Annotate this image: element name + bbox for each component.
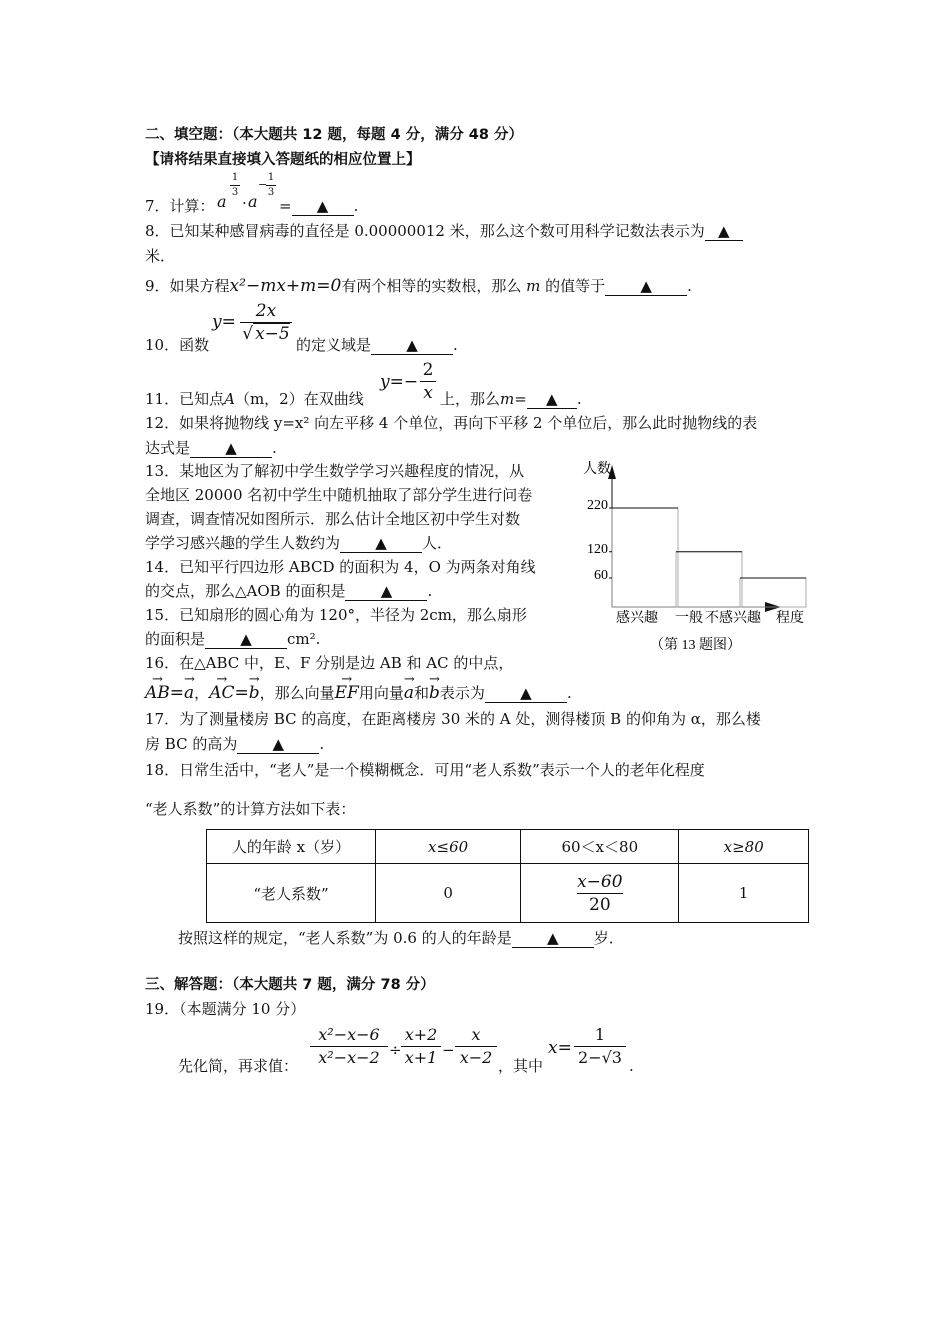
q11-bar — [420, 381, 436, 382]
q9-post: 的值等于 — [545, 277, 606, 295]
q11-A: A — [224, 390, 235, 408]
answer-blank — [605, 277, 687, 296]
q7-exp2-num: 1 — [267, 172, 275, 183]
q7-base1: a — [217, 192, 227, 211]
chart-bar — [740, 578, 806, 607]
q11-den: x — [423, 383, 433, 403]
q16-line1: 16．在△ABC 中，E、F 分别是边 AB 和 AC 的中点， — [145, 654, 514, 672]
table-cell: 0 — [375, 864, 520, 923]
section-title: 三、解答题：（本大题共 7 题，满分 78 分） — [145, 977, 435, 993]
answer-marker: ▲ — [380, 582, 393, 600]
chart-category-label: 感兴趣 — [616, 611, 658, 626]
answer-marker: ▲ — [717, 222, 730, 240]
question-8 — [145, 221, 743, 241]
q7-exp2-sign: − — [258, 178, 268, 191]
q19-fraction-1 — [310, 1025, 388, 1068]
chart-category-label: 不感兴趣 — [705, 611, 761, 626]
q19-f2-bar — [401, 1046, 441, 1047]
section-title: 二、填空题：（本大题共 12 题，每题 4 分，满分 48 分） — [145, 127, 523, 143]
q10-fraction — [240, 301, 292, 344]
answer-marker: ▲ — [546, 390, 558, 408]
q19-prefix: 先化简，再求值： — [178, 1057, 299, 1075]
q19-f1-num: x²−x−6 — [318, 1025, 380, 1044]
table-row — [207, 864, 809, 923]
q19-fraction-2 — [401, 1025, 441, 1068]
vector-b: → b — [249, 683, 260, 703]
q14-line2-text: 的交点，那么△AOB 的面积是 — [145, 582, 346, 600]
section-note: 【请将结果直接填入答题纸的相应位置上】 — [145, 152, 421, 168]
q19-xeq: x= — [548, 1038, 572, 1058]
q7-exp1 — [230, 172, 240, 199]
q13-line4-text: 学学习感兴趣的学生人数约为 — [145, 534, 341, 552]
q15-line2-text: 的面积是 — [145, 630, 206, 648]
q13-line1: 13．某地区为了解初中学生数学学习兴趣程度的情况，从 — [145, 462, 525, 480]
q19-f1-den: x²−x−2 — [318, 1048, 380, 1067]
answer-blank — [205, 630, 287, 649]
q12-line2: 达式是 ▲ . — [145, 439, 277, 457]
q13-chart — [575, 455, 815, 660]
q10-num: 2x — [255, 301, 277, 321]
chart-bar — [612, 508, 678, 607]
answer-marker: ▲ — [406, 336, 418, 354]
q8-line2: 米． — [145, 247, 176, 265]
q19-f2-den: x+1 — [404, 1048, 438, 1067]
answer-marker: ▲ — [640, 277, 652, 295]
table-header: x≥80 — [679, 830, 809, 864]
q18-frac-bar — [577, 893, 622, 894]
q16-eq2: = — [234, 683, 249, 703]
q19-mid: ，其中 — [498, 1057, 544, 1075]
q11-y: y=− — [380, 372, 419, 392]
q19-f4-den: 2−√3 — [578, 1048, 622, 1067]
q11-prefix: 11．已知点 — [145, 390, 225, 408]
q13-line4 — [145, 533, 452, 553]
vector-a: → a — [404, 683, 414, 703]
answer-marker: ▲ — [240, 630, 252, 648]
q17-line2-text: 房 BC 的高为 — [145, 735, 238, 753]
q7-exp2 — [266, 172, 276, 199]
q19-f2-num: x+2 — [404, 1025, 438, 1044]
q19-fraction-3 — [455, 1025, 497, 1068]
chart-y-tick-label: 220 — [587, 498, 608, 513]
q8-line1: 8．已知某种感冒病毒的直径是 0.00000012 米，那么这个数可用科学记数法表示为 — [145, 222, 705, 240]
q12-line1: 12．如果将抛物线 y=x² 向左平移 4 个单位，再向下平移 2 个单位后，那么此时抛物线的表 — [145, 414, 758, 432]
answer-blank — [190, 439, 272, 458]
chart-xlabel: 程度 — [776, 611, 804, 626]
answer-blank — [292, 197, 354, 216]
q10-den-text: x−5 — [255, 324, 290, 344]
vector-AC: → AC — [209, 683, 234, 703]
table-header: x≤60 — [375, 830, 520, 864]
q10-prefix: 10．函数 — [145, 336, 210, 354]
answer-marker: ▲ — [225, 439, 237, 457]
q19-end: . — [629, 1057, 634, 1075]
q9-m: m — [526, 277, 541, 295]
q19-f4-num: 1 — [594, 1025, 606, 1044]
answer-marker: ▲ — [272, 735, 285, 753]
q7-exp2-den: 3 — [267, 187, 275, 198]
q17-line1: 17．为了测量楼房 BC 的高度，在距离楼房 30 米的 A 处，测得楼顶 B 的仰角为 α，那么楼 — [145, 710, 761, 728]
table-cell: 1 — [679, 864, 809, 923]
q18-frac-num: x−60 — [577, 871, 623, 892]
age-coefficient-table — [206, 829, 809, 923]
table-header: 人的年龄 x（岁） — [207, 830, 376, 864]
q19-head: 19．（本题满分 10 分） — [145, 1000, 306, 1018]
q7-base2: a — [248, 192, 258, 211]
q7-dot: · — [242, 194, 247, 212]
chart-y-tick-label: 60 — [594, 568, 608, 583]
q16-line2: → AB=→ a，→ AC=→ b，那么向量→ EF用向量→ a和→ b表示为 ▲ . — [145, 683, 572, 703]
q18-line2: “老人系数”的计算方法如下表： — [145, 800, 356, 818]
q7-exp2-bar — [266, 185, 276, 186]
q11-coord: （m，2）在双曲线 — [234, 390, 364, 408]
chart-bar — [676, 552, 742, 607]
answer-blank — [345, 582, 427, 601]
q18-fraction — [577, 872, 622, 915]
q9-equation: x²−mx+m=0 — [229, 276, 342, 296]
vector-EF: → EF — [335, 683, 359, 703]
q12-line2-text: 达式是 — [145, 439, 191, 457]
q19-f3-bar — [455, 1046, 497, 1047]
answer-marker: ▲ — [316, 197, 329, 215]
q7-exp1-num: 1 — [231, 172, 239, 183]
q19-divide: ÷ — [389, 1041, 402, 1059]
q19-fraction-4 — [574, 1025, 626, 1068]
chart-caption: （第 13 题图） — [650, 638, 741, 653]
table-row — [207, 830, 809, 864]
chart-ylabel: 人数 — [583, 462, 611, 477]
chart-y-tick-label: 120 — [587, 541, 608, 557]
q11-num: 2 — [422, 360, 434, 380]
answer-blank — [527, 390, 577, 409]
question-11 — [145, 389, 364, 409]
q19-f3-num: x — [471, 1025, 481, 1044]
q13-line4-post: 人． — [422, 534, 453, 552]
chart-category-label: 一般 — [675, 611, 703, 626]
vector-AB: → AB — [145, 683, 170, 703]
q11-fraction — [420, 360, 436, 403]
q19-f3-den: x−2 — [459, 1048, 493, 1067]
q10-y: y= — [212, 312, 236, 332]
q10-den: √ x−5 — [242, 324, 290, 344]
q7-equals: = — [279, 197, 292, 215]
answer-blank — [371, 336, 453, 355]
q7-expression — [217, 192, 227, 212]
answer-marker: ▲ — [520, 684, 532, 702]
q15-line1: 15．已知扇形的圆心角为 120°，半径为 2cm，那么扇形 — [145, 606, 527, 624]
answer-blank — [512, 929, 594, 948]
q7-answer: = ▲ . — [279, 197, 359, 215]
q19-f1-bar — [310, 1046, 388, 1047]
table-cell — [521, 864, 679, 923]
q11-m: m= — [500, 390, 527, 408]
q16-mid2: 用向量 — [358, 684, 404, 702]
answer-blank — [485, 684, 567, 703]
q18-line1: 18．日常生活中，“老人”是一个模糊概念．可用“老人系数”表示一个人的老年化程度 — [145, 761, 705, 779]
q13-line3: 调查，调查情况如图所示．那么估计全地区初中学生对数 — [145, 510, 521, 528]
answer-marker: ▲ — [546, 929, 559, 947]
answer-blank — [705, 222, 743, 241]
q15-line2 — [145, 629, 320, 649]
answer-blank — [237, 735, 319, 754]
q7-exp1-bar — [230, 185, 240, 186]
q15-unit: cm². — [287, 630, 321, 648]
q7-exp1-den: 3 — [231, 187, 239, 198]
answer-marker: ▲ — [375, 534, 387, 552]
q18-frac-den: 20 — [589, 894, 611, 915]
vector-a: → a — [184, 683, 194, 703]
q19-f4-bar — [574, 1046, 626, 1047]
q11-post: 上，那么m= ▲ . — [440, 390, 582, 408]
q18-line3 — [178, 928, 624, 948]
answer-blank — [340, 534, 422, 553]
q10-post-text: 的定义域是 — [296, 336, 372, 354]
vector-b: → b — [429, 683, 440, 703]
q11-post-text: 上，那么 — [440, 390, 501, 408]
q7-prefix: 7．计算： — [145, 197, 215, 215]
q14-line1: 14．已知平行四边形 ABCD 的面积为 4，O 为两条对角线 — [145, 558, 536, 576]
q16-eq1: = — [169, 683, 185, 703]
table-cell: “老人系数” — [207, 864, 376, 923]
q16-and: 和 — [414, 684, 430, 702]
question-7 — [145, 196, 215, 216]
q9-prefix: 9．如果方程 — [145, 277, 230, 295]
q16-mid3: 表示为 — [439, 684, 485, 702]
table-header: 60＜x＜80 — [521, 830, 679, 864]
q19-minus: − — [442, 1041, 455, 1059]
q18-line3-pre: 按照这样的规定，“老人系数”为 0.6 的人的年龄是 — [178, 929, 512, 947]
q14-line2: 的交点，那么△AOB 的面积是 ▲ . — [145, 582, 433, 600]
q10-post: 的定义域是 ▲ . — [296, 336, 458, 354]
q18-line3-post: 岁． — [593, 929, 624, 947]
q13-line2: 全地区 20000 名初中学生中随机抽取了部分学生进行问卷 — [145, 486, 533, 504]
q16-mid1: ，那么向量 — [259, 684, 335, 702]
q9-mid: 有两个相等的实数根，那么 — [341, 277, 522, 295]
question-9: 9．如果方程x²−mx+m=0有两个相等的实数根，那么 m 的值等于 ▲ . — [145, 276, 692, 296]
q17-line2: 房 BC 的高为 ▲ . — [145, 735, 325, 753]
